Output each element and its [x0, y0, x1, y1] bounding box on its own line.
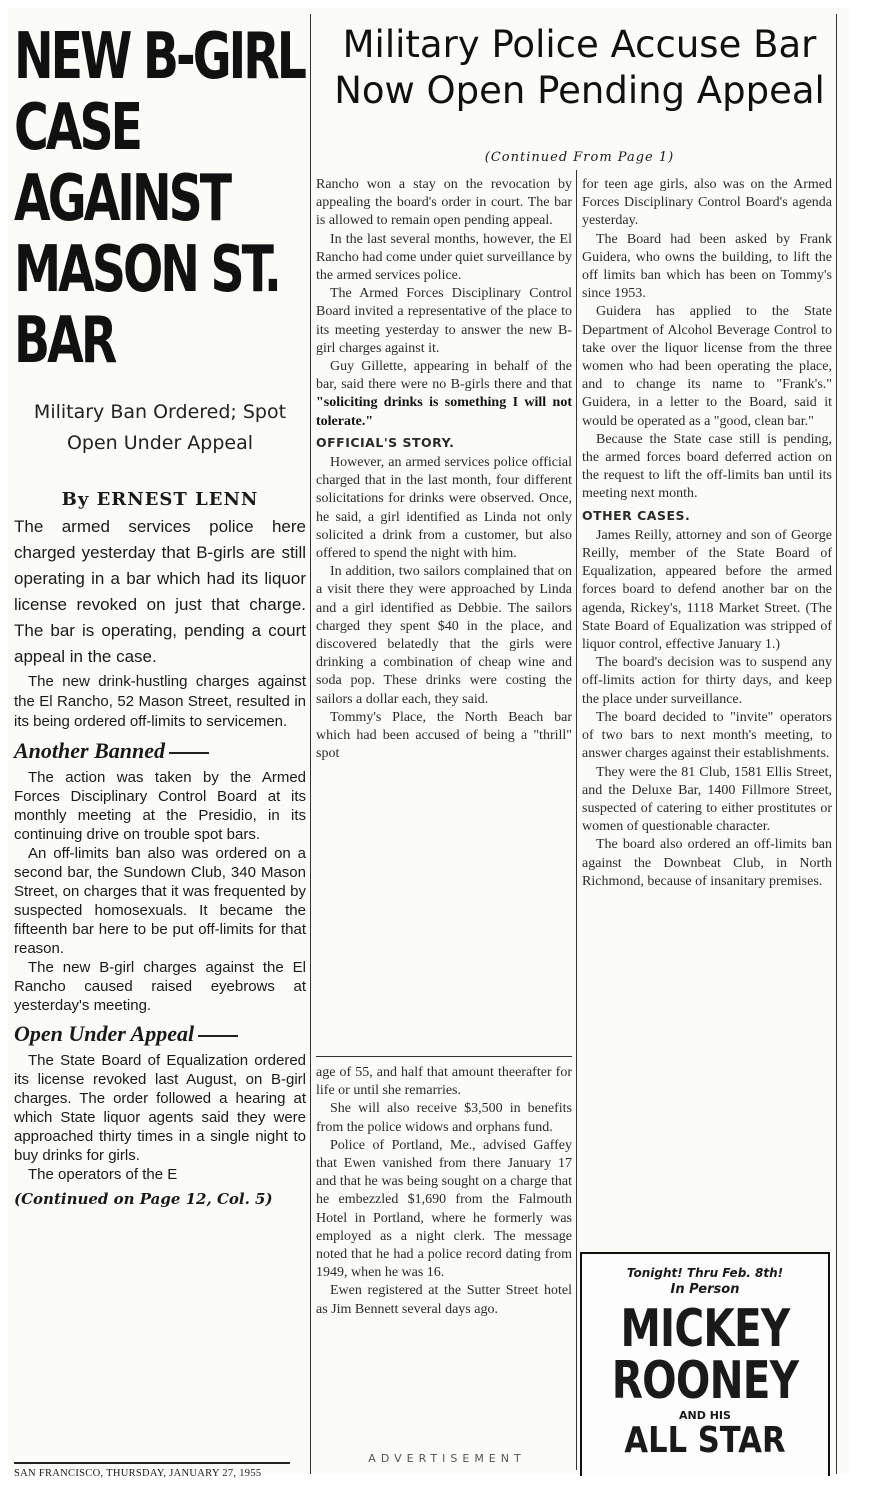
column-rule-right — [836, 14, 837, 1474]
column-rule-middle — [576, 170, 577, 1470]
article-column-1 — [316, 176, 572, 764]
other-story-column — [316, 1064, 572, 1319]
paragraph: She will also receive $3,500 in benefits from the police widows and orphans fund. — [316, 1101, 572, 1135]
lead-paragraphs — [14, 514, 306, 732]
story-divider — [316, 1056, 572, 1057]
right-article-header — [322, 22, 837, 114]
ad-and-his: AND HIS — [679, 1409, 731, 1422]
byline: By ERNEST LENN — [61, 489, 259, 510]
quote-bold: "soliciting drinks is something I will not tolerate." — [316, 395, 572, 429]
paragraph — [316, 358, 572, 431]
left-subhead — [14, 397, 306, 459]
subhead-line: Open Under Appeal — [66, 432, 254, 454]
paragraph: Guidera has applied to the State Department of Alcohol Beverage Control to take over the liquor license from the three women who had been operating the place, and to change its name to "Frank's." Guidera, in a letter to the Board, said it would be operated as a "good, clean bar." — [582, 304, 832, 429]
paragraph: The action was taken by the Armed Forces Disciplinary Control Board at its monthly meeting at the Presidio, in its continuing drive on trouble spot bars. — [14, 769, 306, 843]
crosshead: Another Banned — [14, 738, 306, 764]
article-column-2 — [582, 176, 832, 891]
advertisement-label: ADVERTISEMENT — [368, 1452, 526, 1465]
paragraph: James Reilly, attorney and son of George Reilly, member of the State Board of Equalization, appeared before the armed forces board to defend another bar on the agenda, Rickey's, 1118 Market Street. (The State Board of Equalization was stripped of liquor control, effective January 1.) — [582, 527, 832, 653]
column-rule-left — [310, 14, 311, 1474]
crosshead: Open Under Appeal — [14, 1021, 306, 1047]
paragraph: The new drink-hustling charges against the El Rancho, 52 Mason Street, resulted in its being ordered off-limits to servicemen. — [14, 673, 306, 730]
advertisement-box — [580, 1252, 830, 1476]
paragraph: The armed services police here charged yesterday that B-girls are still operating in a bar which had its liquor license revoked on just that charge. The bar is operating, pending a court appeal in the case. — [14, 517, 306, 666]
paragraph: The State Board of Equalization ordered its license revoked last August, on B-girl charges. The order followed a hearing at which State liquor agents said they were approached thirty times in a single night to buy drinks for girls. — [14, 1052, 306, 1164]
paragraph: In addition, two sailors complained that on a visit there they were approached by Linda and a girl identified as Debbie. The sailors charged they spent $40 in the place, and discovered belatedly that the girls were drinking a combination of cheap wine and soda pop. These drinks were costing the sailors a dollar each, they said. — [316, 564, 572, 707]
paragraph: for teen age girls, also was on the Armed Forces Disciplinary Control Board's agenda yesterday. — [582, 177, 832, 229]
continued-on-note: (Continued on Page 12, Col. 5) — [14, 1190, 273, 1208]
right-headline — [322, 22, 837, 114]
continued-from-note: (Continued From Page 1) — [484, 150, 675, 165]
left-headline — [14, 22, 306, 377]
headline-line: NEW B-GIRL — [14, 20, 305, 94]
paragraph: The board's decision was to suspend any off-limits action for thirty days, and keep the place under surveillance. — [582, 655, 832, 707]
subheading: OFFICIAL'S STORY. — [316, 434, 455, 450]
paragraph: age of 55, and half that amount theerafter for life or until she remarries. — [316, 1065, 572, 1099]
paragraph: Tommy's Place, the North Beach bar which had been accused of being a "thrill" spot — [316, 709, 572, 762]
paragraph: The new B-girl charges against the El Rancho caused raised eyebrows at yesterday's meeting. — [14, 959, 306, 1014]
paragraph: In the last several months, however, the El Rancho had come under quiet surveillance by the armed services police. — [316, 231, 572, 284]
ad-all-star: ALL STAR — [624, 1420, 786, 1461]
subheading: OTHER CASES. — [582, 507, 691, 523]
paragraph: The operators of the E — [28, 1166, 178, 1183]
paragraph: Because the State case still is pending, the armed forces board deferred action on the request to lift the off-limits ban until its meeting next month. — [582, 431, 832, 502]
paragraph: They were the 81 Club, 1581 Ellis Street, and the Deluxe Bar, 1400 Fillmore Street, suspected of catering to either prostitutes or women of questionable character. — [582, 764, 832, 835]
section-another-banned — [14, 738, 306, 1015]
ad-name-first: MICKEY — [620, 1299, 790, 1359]
paragraph-text: Guy Gillette, appearing in behalf of the bar, said there were no B-girls there and that — [316, 359, 572, 393]
paragraph: Ewen registered at the Sutter Street hotel as Jim Bennett several days ago. — [316, 1283, 572, 1317]
paragraph: Rancho won a stay on the revocation by appealing the board's order in court. The bar is allowed to remain open pending appeal. — [316, 177, 572, 229]
section-open-under-appeal — [14, 1021, 306, 1184]
ad-dates: Tonight! Thru Feb. 8th! — [626, 1266, 784, 1280]
headline-line: Military Police Accuse Bar — [342, 23, 817, 66]
left-article — [14, 22, 306, 1208]
paragraph: The board decided to "invite" operators of two bars to next month's meeting, to answer charges against their establishments. — [582, 709, 832, 762]
subhead-line: Military Ban Ordered; Spot — [33, 401, 287, 423]
paragraph: The board also ordered an off-limits ban against the Downbeat Club, in North Richmond, because of insanitary premises. — [582, 837, 832, 889]
paragraph: However, an armed services police official charged that in the last month, four different solicitations for drinks were observed. Once, he said, a girl identified as Linda not only solicited a drink from a customer, but also offered to spend the night with him. — [316, 455, 572, 562]
headline-line: CASE AGAINST — [14, 91, 230, 236]
paragraph: Police of Portland, Me., advised Gaffey that Ewen vanished from there January 17 and that he was being sought on a charge that he embezzled $1,690 from the Falmouth Hotel in Portland, where he formerly was employed as a night clerk. The message noted that he had a police record dating from 1949, when he was 16. — [316, 1137, 572, 1281]
dateline: SAN FRANCISCO, THURSDAY, JANUARY 27, 1955 — [14, 1462, 290, 1479]
paragraph: The Board had been asked by Frank Guidera, who owns the building, to lift the off limits ban which has been on Tommy's since 1953. — [582, 231, 832, 302]
paragraph: An off-limits ban also was ordered on a second bar, the Sundown Club, 340 Mason Street, on charges that it was frequented by suspected homosexuals. It became the fifteenth bar here to be put off-limits for that reason. — [14, 845, 306, 957]
paragraph: The Armed Forces Disciplinary Control Board invited a representative of the place to its meeting yesterday to answer the new B-girl charges against it. — [316, 286, 572, 356]
headline-line: MASON ST. BAR — [14, 233, 279, 378]
ad-name-last: ROONEY — [611, 1351, 799, 1411]
headline-line: Now Open Pending Appeal — [334, 69, 825, 112]
ad-in-person: In Person — [670, 1282, 740, 1297]
